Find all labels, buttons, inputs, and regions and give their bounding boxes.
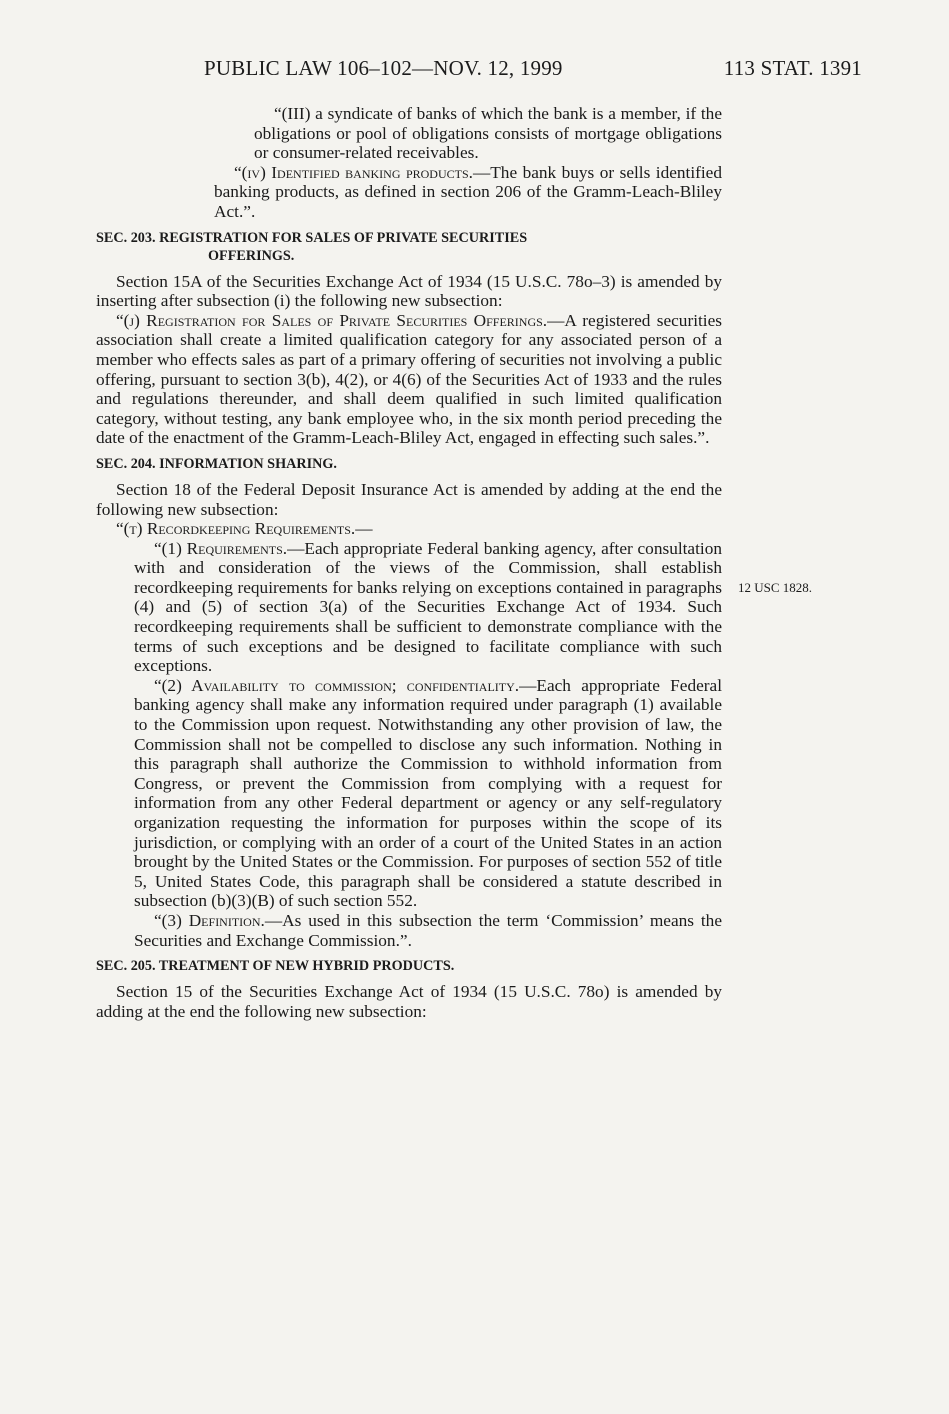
paragraph-3 xyxy=(134,911,722,950)
sec-203-heading xyxy=(96,229,722,265)
clause-iv-text: —The bank buys or sells identified banking products, as defined in section 206 of the Gramm-Leach-Bliley Act.”. xyxy=(214,162,722,221)
clause-iv xyxy=(214,163,722,222)
clause-iv-label: “(iv) Identified banking products. xyxy=(234,162,473,182)
paragraph-1-text: —Each appropriate Federal banking agency, after consultation with and consideration of the views of the Commission, shall establish recordkeeping requirements for banks relying on exceptions contained in paragraphs (4) and (5) of section 3(a) of the Securities Exchange Act of 1934. Such recordkeeping requirements shall be sufficient to demonstrate compliance with the terms of such exceptions and be designed to facilitate compliance with such exceptions. xyxy=(134,538,722,676)
sec-203-heading-b: OFFERINGS. xyxy=(208,247,295,264)
sec-204-intro: Section 18 of the Federal Deposit Insurance Act is amended by adding at the end the following new subsection: xyxy=(96,479,722,519)
paragraph-1-label: “(1) Requirements. xyxy=(154,538,288,558)
subsection-j-label: “(j) Registration for Sales of Private Securities Offerings. xyxy=(116,310,548,330)
paragraph-2-text: —Each appropriate Federal banking agency shall make any information required under paragraph (1) available to the Commission upon request. Notwithstanding any other provision of law, the Commission shall not be compelled to disclose any such information. Nothing in this paragraph shall authorize the Commission to withhold information from Congress, or prevent the Commission from complying with a request for information from any other Federal department or agency or any self-regulatory organization requesting the information for purposes within the scope of its jurisdiction, or complying with an order of a court of the United States in an action brought by the United States or the Commission. For purposes of section 552 of title 5, United States Code, this paragraph shall be considered a statute described in subsection (b)(3)(B) of such section 552. xyxy=(134,675,722,911)
paragraph-3-label: “(3) Definition. xyxy=(154,910,265,930)
margin-note-usc: 12 USC 1828. xyxy=(738,580,813,595)
paragraph-3-text: —As used in this subsection the term ‘Commission’ means the Securities and Exchange Commission.”. xyxy=(134,910,722,950)
subsection-j xyxy=(96,311,722,448)
sec-205-intro: Section 15 of the Securities Exchange Act of 1934 (15 U.S.C. 78o) is amended by adding at the end the following new subsection: xyxy=(96,982,722,1021)
subsection-j-text: —A registered securities association shall create a limited qualification category for any associated person of a member who effects sales as part of a primary offering of securities not involving a public offering, pursuant to section 3(b), 4(2), or 4(6) of the Securities Act of 1933 and the rules and regulations thereunder, and shall deem qualified in such limited qualification category, without testing, any bank employee who, in the six month period preceding the date of the enactment of the Gramm-Leach-Bliley Act, engaged in effecting such sales.”. xyxy=(96,310,722,448)
subsection-t-label: “(t) Recordkeeping Requirements. xyxy=(116,519,356,539)
sec-204-heading: SEC. 204. INFORMATION SHARING. xyxy=(96,455,337,472)
paragraph-2 xyxy=(134,676,722,911)
header-title: PUBLIC LAW 106–102—NOV. 12, 1999 xyxy=(204,56,563,80)
subsection-t-dash: — xyxy=(355,519,373,539)
paragraph-1 xyxy=(134,539,722,676)
sec-205-heading: SEC. 205. TREATMENT OF NEW HYBRID PRODUCTS. xyxy=(96,958,455,975)
clause-iii: “(III) a syndicate of banks of which the bank is a member, if the obligations or pool of obligations consists of mortgage obligations or consumer-related receivables. xyxy=(254,104,722,163)
document-body xyxy=(96,104,722,1021)
subsection-t xyxy=(96,519,722,539)
sec-203-intro: Section 15A of the Securities Exchange Act of 1934 (15 U.S.C. 78o–3) is amended by inserting after subsection (i) the following new subsection: xyxy=(96,271,722,311)
paragraph-2-label: “(2) Availability to commission; confidentiality. xyxy=(154,675,520,695)
sec-203-heading-a: SEC. 203. REGISTRATION FOR SALES OF PRIVATE SECURITIES xyxy=(96,229,528,246)
header-stat-page: 113 STAT. 1391 xyxy=(723,56,862,80)
